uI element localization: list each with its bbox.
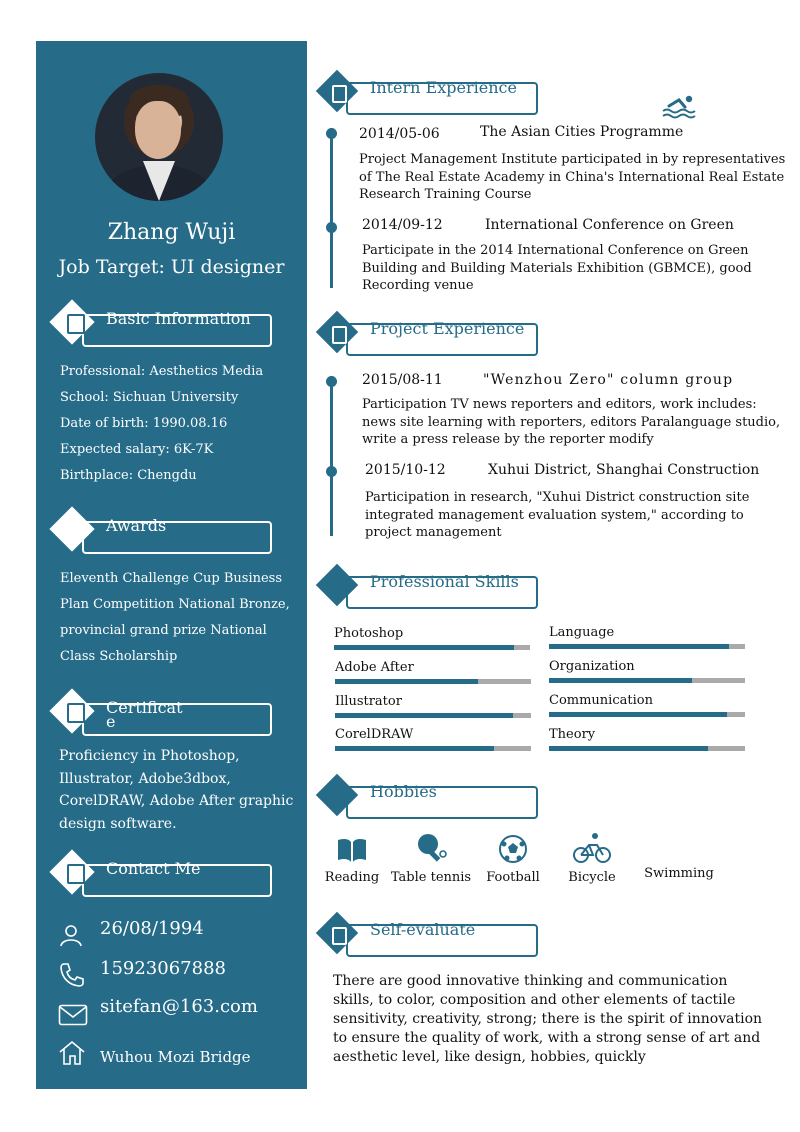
profile-name: Zhang Wuji (107, 220, 236, 245)
basic-info-heading: Basic Information (56, 314, 276, 348)
project-heading: Project Experience (322, 323, 542, 357)
email-icon (58, 1004, 88, 1026)
table-tennis-icon (414, 832, 448, 864)
hobby-swimming: Swimming (644, 866, 714, 881)
job-target: Job Target: UI designer (58, 256, 285, 278)
entry-date: 2015/08-11 (362, 372, 443, 388)
self-evaluate-text: There are good innovative thinking and communication skills, to color, composition and other elements of tactile sensitivity, creativity, strong; there is the spirit of innovation to ensure the quality of work, with a strong sense of art and aesthetic level, like design, hobbies, quickly (333, 973, 763, 1065)
skill-item: Language (549, 624, 745, 649)
basic-info-list (60, 359, 263, 489)
certificate-text (59, 745, 293, 835)
basic-info-item: Expected salary: 6K-7K (60, 442, 214, 457)
intern-timeline-line (330, 128, 333, 288)
awards-heading: Awards (56, 521, 276, 555)
entry-title: The Asian Cities Programme (480, 124, 684, 140)
contact-phone[interactable]: 15923067888 (100, 958, 226, 979)
home-icon (58, 1040, 86, 1066)
entry-description: Participation in research, "Xuhui District construction site integrated management evaluation system," according to project management (365, 490, 750, 540)
skill-item: Organization (549, 658, 745, 683)
briefcase-icon (332, 85, 347, 103)
basic-info-item: School: Sichuan University (60, 390, 239, 405)
contact-card-icon (67, 864, 85, 884)
entry-date: 2014/09-12 (362, 217, 443, 233)
skills-heading: Professional Skills (322, 576, 542, 610)
basic-info-item: Birthplace: Chengdu (60, 468, 197, 483)
avatar (95, 73, 223, 201)
hobby-table-tennis: Table tennis (390, 832, 472, 885)
awards-line: Eleventh Challenge Cup Business (60, 571, 283, 586)
awards-text (60, 566, 290, 670)
awards-line: provincial grand prize National (60, 623, 267, 638)
awards-line: Plan Competition National Bronze, (60, 597, 290, 612)
skill-bar (335, 746, 494, 751)
certificate-icon (67, 703, 85, 723)
self-evaluate-heading: Self-evaluate (322, 924, 542, 958)
contact-address: Wuhou Mozi Bridge (100, 1048, 251, 1066)
timeline-dot (326, 466, 337, 477)
certificate-line: Proficiency in Photoshop, (59, 748, 240, 764)
hobby-football: Football (483, 834, 543, 885)
intern-heading: Intern Experience (322, 82, 542, 116)
skill-item: Theory (549, 726, 745, 751)
timeline-dot (326, 128, 337, 139)
project-icon (332, 326, 347, 344)
entry-description: Project Management Institute participated in by representatives of The Real Estate Academy in China's International Real Estate Research Training Course (359, 152, 786, 202)
entry-title: International Conference on Green (485, 217, 734, 233)
basic-info-item: Date of birth: 1990.08.16 (60, 416, 228, 431)
certificate-heading: Certificat e (56, 703, 276, 737)
timeline-dot (326, 222, 337, 233)
entry-title: "Wenzhou Zero" column group (483, 372, 734, 388)
hobbies-heading: Hobbies (322, 786, 542, 820)
evaluation-icon (332, 927, 347, 945)
bicycle-icon (573, 832, 611, 864)
certificate-line: Illustrator, Adobe3dbox, (59, 770, 231, 787)
person-icon (58, 922, 84, 948)
skill-item: Adobe After (335, 659, 531, 684)
skill-bar (335, 713, 513, 718)
contact-heading: Contact Me (56, 864, 276, 898)
entry-date: 2015/10-12 (365, 462, 446, 478)
contact-birthday: 26/08/1994 (100, 918, 204, 939)
hobby-reading: Reading (322, 836, 382, 885)
project-timeline-line (330, 376, 333, 536)
awards-line: Class Scholarship (60, 649, 178, 664)
hobby-bicycle: Bicycle (562, 832, 622, 885)
entry-title: Xuhui District, Shanghai Construction (488, 462, 760, 478)
skill-item: Illustrator (335, 693, 531, 718)
phone-icon (58, 961, 86, 989)
football-icon (498, 834, 528, 864)
entry-description: Participate in the 2014 International Conference on Green Building and Building Materials Exhibition (GBMCE), good Recording venue (362, 243, 752, 293)
skill-item: CorelDRAW (335, 726, 531, 751)
skill-item: Communication (549, 692, 745, 717)
skill-bar (549, 644, 729, 649)
certificate-line: CorelDRAW, Adobe After graphic (59, 793, 294, 809)
skill-bar (549, 678, 692, 683)
book-icon (336, 836, 368, 864)
contact-email[interactable]: sitefan@163.com (100, 996, 258, 1017)
skill-bar (335, 679, 478, 684)
skill-bar (549, 746, 708, 751)
skill-bar (334, 645, 514, 650)
basic-info-item: Professional: Aesthetics Media (60, 364, 264, 379)
entry-description: Participation TV news reporters and editors, work includes: news site learning with reporters, editors Paralanguage studio, write a press release by the reporter modify (362, 397, 781, 447)
swimming-icon (661, 95, 699, 121)
entry-date: 2014/05-06 (359, 126, 440, 142)
timeline-dot (326, 376, 337, 387)
skill-item: Photoshop (334, 625, 530, 650)
certificate-line: design software. (59, 815, 177, 832)
skill-bar (549, 712, 727, 717)
id-card-icon (67, 314, 85, 334)
